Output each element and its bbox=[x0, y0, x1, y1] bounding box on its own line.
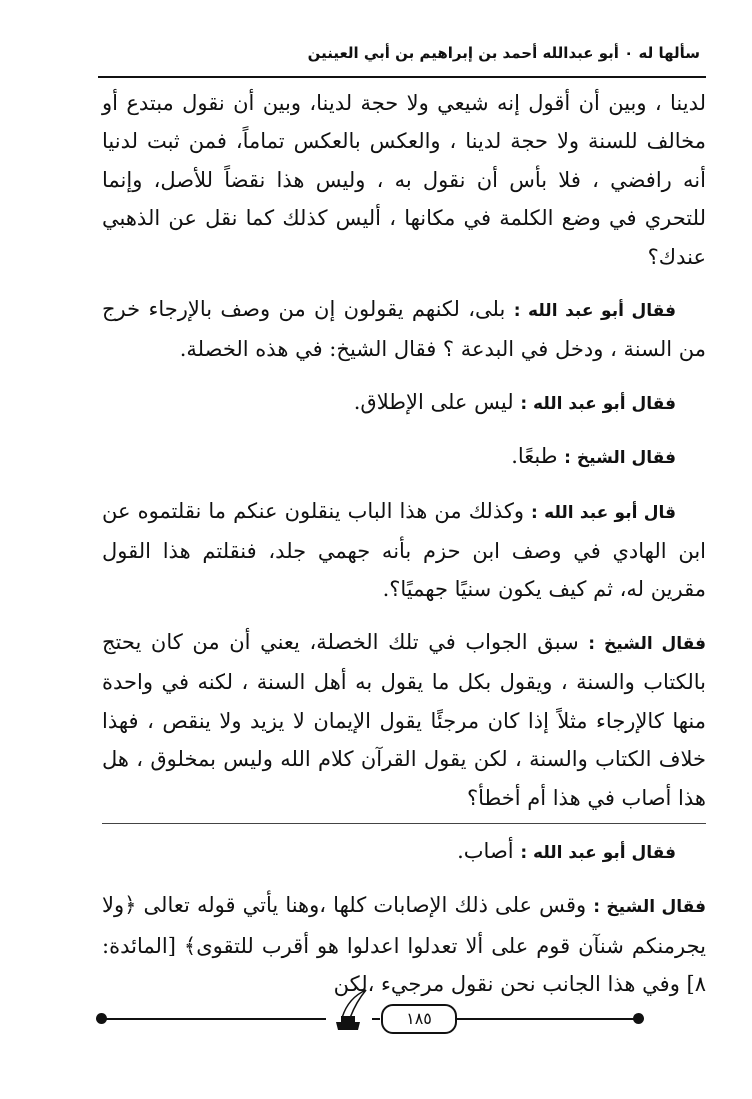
footer-dot-right bbox=[633, 1013, 644, 1024]
text-line: بالإرجاء خرج من السنة ، ودخل في البدعة ؟ فقال الشيخ: في bbox=[102, 297, 706, 362]
body-text bbox=[102, 84, 706, 1004]
page-number: ١٨٥ bbox=[381, 1004, 457, 1034]
paragraph-7 bbox=[102, 832, 706, 872]
speaker-label: قال أبو عبد الله : bbox=[531, 502, 676, 523]
text-line: أليس كذلك كما نقل عن الذهبي عندك؟ bbox=[102, 206, 706, 269]
text-line: كلام الله وليس بمخلوق ، هل هذا أصاب في هذا أم أخطأ؟ bbox=[102, 747, 706, 810]
text-line: وقس على ذلك الإصابات كلها ،وهنا يأتي bbox=[242, 893, 587, 918]
text-line: تماماً، فمن ثبت لدنيا أنه رافضي ، فلا بأس أن نقول به ، وليس bbox=[102, 129, 706, 192]
paragraph-3 bbox=[102, 383, 706, 423]
paragraph-6 bbox=[102, 623, 706, 817]
text-line: وكذلك من هذا الباب ينقلون عنكم ما bbox=[208, 498, 524, 523]
paragraph-1 bbox=[102, 84, 706, 276]
text-line: كان يحتج بالكتاب والسنة ، ويقول بكل ما يقول به أهل السنة ، bbox=[102, 629, 706, 695]
paragraph-8 bbox=[102, 886, 706, 1003]
speaker-label: فقال أبو عبد الله : bbox=[513, 301, 676, 322]
text-line: مبتدع أو مخالف للسنة ولا حجة لدينا ، والعكس بالعكس bbox=[102, 91, 706, 154]
quran-verse-line: قوله تعالى ﴿ولا يجرمنكم شنآن قوم على ألا تعدلوا اعدلوا هو أقرب bbox=[102, 893, 706, 958]
speaker-label: فقال أبو عبد الله : bbox=[520, 393, 676, 414]
text-line: لكنه في واحدة منها كالإرجاء مثلاً إذا كان مرجئًا يقول الإيمان لا bbox=[102, 670, 706, 733]
text-line: بلى، لكنهم يقولون إن من وصف bbox=[220, 297, 506, 322]
text-line: نقلتموه عن ابن الهادي في وصف ابن حزم بأنه جهمي جلد، bbox=[102, 498, 706, 564]
footer-line-center bbox=[372, 1018, 380, 1020]
speaker-label: فقال أبو عبد الله : bbox=[520, 842, 676, 863]
text-line: أصاب. bbox=[457, 838, 514, 863]
text-line: لدينا ، وبين أن أقول إنه شيعي ولا حجة لدينا، وبين أن نقول bbox=[182, 91, 706, 115]
running-header: سألها له ٠ أبو عبدالله أحمد بن إبراهيم بن أبي العينين bbox=[307, 44, 700, 62]
page-footer bbox=[96, 1000, 644, 1040]
text-line: يزيد ولا ينقص ، فهذا خلاف الكتاب والسنة ، لكن يقول القرآن bbox=[102, 708, 707, 772]
footer-line-right bbox=[455, 1018, 635, 1020]
speaker-label: فقال الشيخ : bbox=[564, 448, 676, 469]
text-line: هذا نقضاً للأصل، وإنما للتحري في وضع الكلمة في مكانها ، bbox=[102, 167, 706, 231]
inkwell-quill-icon bbox=[328, 988, 368, 1032]
section-rule bbox=[102, 823, 706, 824]
text-line: للتقوى﴾ [المائدة: ٨] وفي هذا الجانب نحن نقول مرجيء ،لكن bbox=[102, 933, 706, 997]
footer-line-left bbox=[104, 1018, 326, 1020]
paragraph-5 bbox=[102, 492, 706, 609]
header-rule bbox=[98, 76, 706, 78]
speaker-label: فقال الشيخ : bbox=[588, 633, 707, 654]
paragraph-2 bbox=[102, 290, 706, 369]
paragraph-4 bbox=[102, 437, 706, 477]
text-line: ليس على الإطلاق. bbox=[353, 389, 514, 414]
speaker-label: فقال الشيخ : bbox=[593, 897, 706, 918]
text-line: هذه الخصلة. bbox=[179, 337, 289, 362]
text-line: فنقلتم هذا القول مقرين له، ثم كيف يكون سنيًا جهميًا؟. bbox=[102, 539, 706, 602]
text-line: طبعًا. bbox=[511, 444, 558, 469]
text-line: سبق الجواب في تلك الخصلة، يعني أن من bbox=[192, 629, 579, 654]
